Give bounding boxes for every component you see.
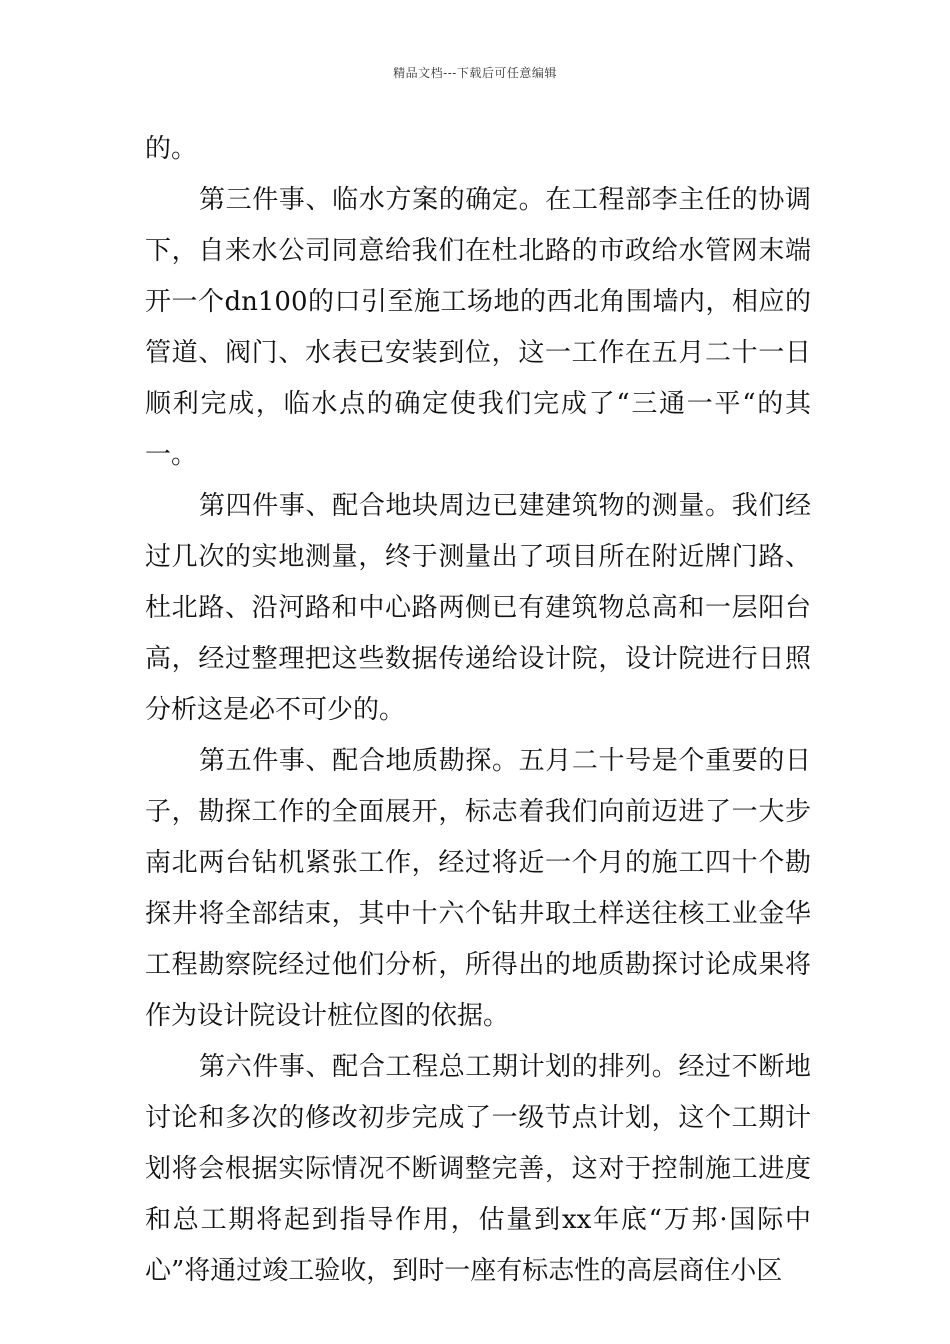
document-body — [145, 124, 811, 1297]
paragraph-continuation: 的。 — [145, 134, 198, 164]
paragraph-item-five: 第五件事、配合地质勘探。五月二十号是个重要的日子，勘探工作的全面展开，标志着我们向前迈进了一大步南北两台钻机紧张工作，经过将近一个月的施工四十个勘探井将全部结束，其中十六个钻井取土样送往核工业金华工程勘察院经过他们分析，所得出的地质勘探讨论成果将作为设计院设计桩位图的依据。 — [145, 746, 811, 1031]
paragraph-item-three: 第三件事、临水方案的确定。在工程部李主任的协调下，自来水公司同意给我们在杜北路的市政给水管网末端开一个dn100的口引至施工场地的西北角围墙内，相应的管道、阀门、水表已安装到位，这一工作在五月二十一日顺利完成，临水点的确定使我们完成了“三通一平“的其一。 — [145, 185, 811, 470]
paragraph-item-four: 第四件事、配合地块周边已建建筑物的测量。我们经过几次的实地测量，终于测量出了项目所在附近牌门路、杜北路、沿河路和中心路两侧已有建筑物总高和一层阳台高，经过整理把这些数据传递给设计院，设计院进行日照分析这是必不可少的。 — [145, 491, 811, 725]
page-header: 精品文档---下载后可任意编辑 — [393, 66, 557, 80]
paragraph-item-six: 第六件事、配合工程总工期计划的排列。经过不断地讨论和多次的修改初步完成了一级节点计划，这个工期计划将会根据实际情况不断调整完善，这对于控制施工进度和总工期将起到指导作用，估量到xx年底“万邦·国际中心”将通过竣工验收，到时一座有标志性的高层商住小区 — [145, 1052, 811, 1286]
